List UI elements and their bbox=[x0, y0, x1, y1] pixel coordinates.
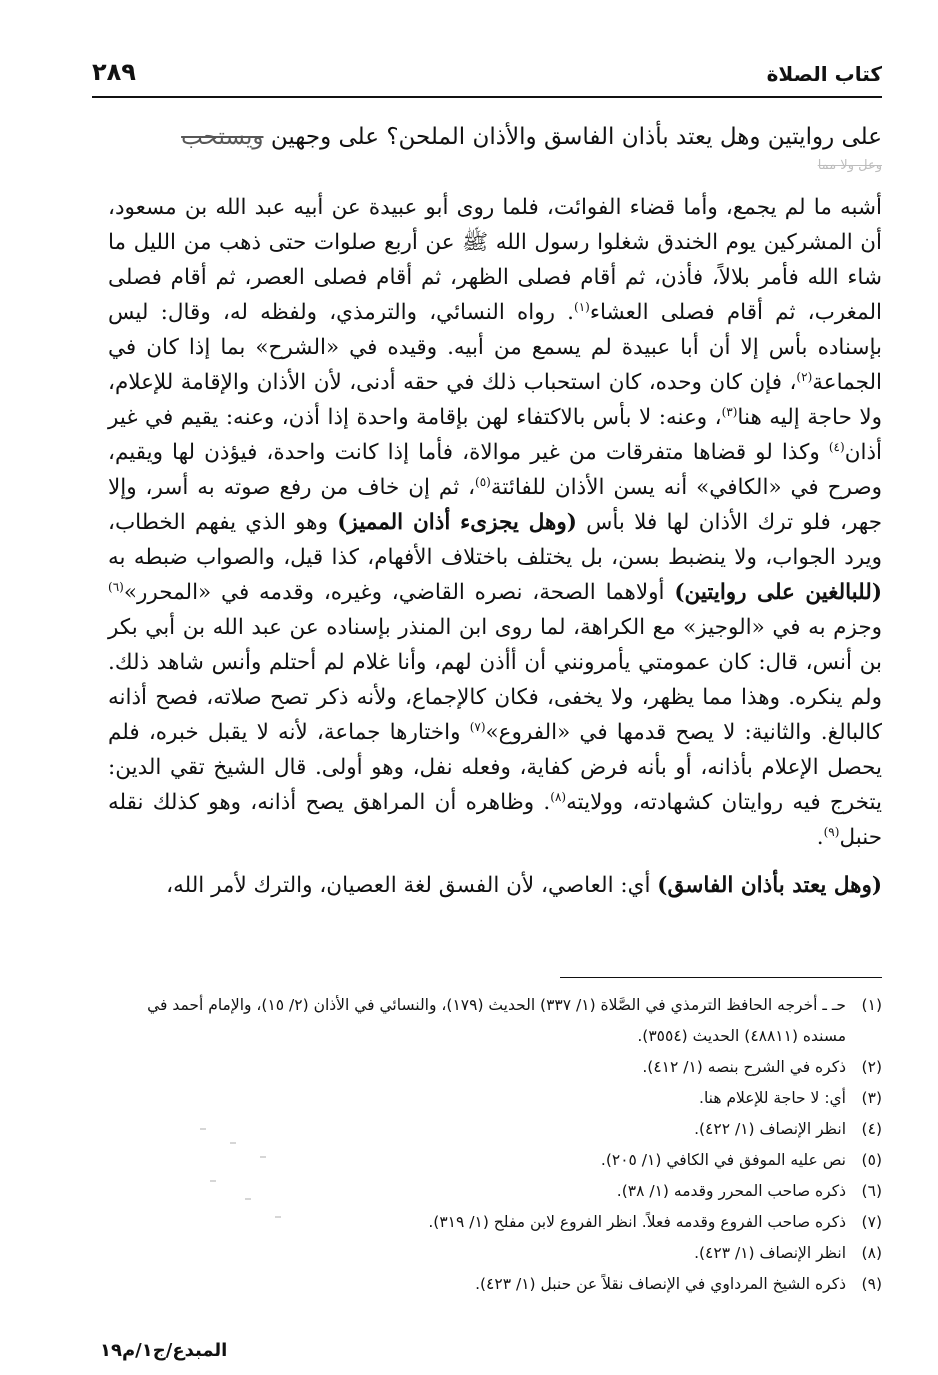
footnote-text: ذكره صاحب الفروع وقدمه فعلاً. انظر الفروع لابن مفلح (١/ ٣١٩). bbox=[428, 1213, 846, 1231]
footnote-item bbox=[108, 1083, 882, 1114]
text-h: أولاهما الصحة، نصره القاضي، وغيره، وقدمه في «المحرر» bbox=[123, 580, 675, 605]
footnote-text: نص عليه الموفق في الكافي (١/ ٢٠٥). bbox=[600, 1151, 846, 1169]
commentary-paragraph-2 bbox=[108, 869, 882, 903]
footnote-ref-6[interactable]: (٦) bbox=[108, 579, 124, 594]
struck-faded-line: وعل ولا مما bbox=[817, 158, 882, 173]
chapter-title: كتاب الصلاة bbox=[766, 62, 882, 86]
footnote-number: (٩) bbox=[861, 1275, 882, 1293]
footnote-ref-8[interactable]: (٨) bbox=[550, 789, 567, 804]
scan-mark bbox=[230, 1142, 236, 1144]
matn-bold-1: (وهل يجزىء أذان المميز) bbox=[337, 510, 577, 535]
matn-bold-2: (للبالغين على روايتين) bbox=[674, 580, 883, 605]
footnote-ref-1[interactable]: (١) bbox=[574, 299, 590, 314]
footnote-text: انظر الإنصاف (١/ ٤٢٢). bbox=[694, 1120, 846, 1138]
matn-bold-3: (وهل يعتد بأذان الفاسق) bbox=[657, 873, 882, 898]
footnote-ref-5[interactable]: (٥) bbox=[475, 474, 491, 489]
text-a: أشبه ما لم يجمع، وأما قضاء الفوائت، فلما روى أبو عبيدة عن أبيه عبد الله بن مسعود، أن المشركين يوم الخندق شغلوا رسول الله ﷺ عن أربع صلوات حتى ذهب من الليل ما شاء الله فأمر بلالاً، فأذن، ثم أقام فصلى الظهر، ثم أقام فصلى العصر، ثم أقام فصلى المغرب، ثم أقام فصلى العشاء bbox=[108, 195, 882, 325]
header-rule bbox=[92, 96, 882, 98]
scan-mark bbox=[275, 1216, 281, 1218]
text-g: وهو الذي يفهم الخطاب، ويرد الجواب، ولا ينضبط بسن، بل يختلف باختلاف الأفهام، كذا قيل، والصواب ضبطه به bbox=[108, 510, 882, 570]
scan-mark bbox=[245, 1198, 251, 1200]
footnote-ref-2[interactable]: (٢) bbox=[796, 369, 813, 384]
main-text bbox=[108, 122, 882, 903]
footnote-text: ذكره في الشرح بنصه (١/ ٤١٢). bbox=[642, 1058, 846, 1076]
footnote-ref-9[interactable]: (٩) bbox=[823, 824, 840, 839]
text-d: ، وعنه: لا بأس بالاكتفاء لهن بإقامة واحدة إذا أذن، وعنه: يقيم في غير أذان bbox=[108, 405, 882, 465]
footnote-number: (٢) bbox=[861, 1058, 882, 1076]
footnote-text: ذكره الشيخ المرداوي في الإنصاف نقلاً عن حنبل (١/ ٤٢٣). bbox=[475, 1275, 846, 1293]
page-header bbox=[92, 58, 882, 92]
footnote-text: حـ ـ أخرجه الحافظ الترمذي في الصَّلاة (١/ ٣٣٧) الحديث (١٧٩)، والنسائي في الأذان (٢/ ١٥)، والإمام أحمد في مسنده (٤٨٨١١) الحديث (٣٥٥٤). bbox=[147, 996, 846, 1045]
footnote-item bbox=[108, 990, 882, 1052]
text-j: واختارها جماعة، لأنه لا يقبل خبره، فلم يحصل الإعلام بأذانه، أو بأنه فرض كفاية، وفعله نفل، وهو أولى. قال الشيخ تقي الدين: يتخرج فيه روايتان كشهادته، وولايته bbox=[108, 720, 882, 815]
footnote-item bbox=[108, 1269, 882, 1300]
footnote-number: (٨) bbox=[861, 1244, 882, 1262]
footnote-text: أي: لا حاجة للإعلام هنا. bbox=[699, 1089, 846, 1107]
commentary-paragraph bbox=[108, 190, 882, 855]
text-e: وكذا لو قضاها متفرقات من غير موالاة، فأما إذا كانت واحدة، فيؤذن لها ويقيم، وصرح في «الكافي» أنه يسن الأذان للفائتة bbox=[108, 440, 882, 500]
scan-mark bbox=[200, 1128, 206, 1130]
footnote-number: (٧) bbox=[861, 1213, 882, 1231]
footnote-ref-3[interactable]: (٣) bbox=[721, 404, 738, 419]
scan-mark bbox=[210, 1180, 216, 1182]
scan-mark bbox=[260, 1156, 266, 1158]
scan-marks bbox=[190, 1120, 310, 1240]
text-b: . رواه النسائي، والترمذي، ولفظه له، وقال: ليس بإسناده بأس إلا أن أبا عبيدة لم يسمع من أبيه. وقيده في «الشرح» بما إذا كان في الجماعة bbox=[108, 300, 882, 395]
footnote-number: (١) bbox=[861, 996, 882, 1014]
signature-mark: المبدع/ج١/م١٩ bbox=[100, 1340, 228, 1361]
footnote-number: (٣) bbox=[861, 1089, 882, 1107]
footnote-number: (٥) bbox=[861, 1151, 882, 1169]
footnote-item bbox=[108, 1238, 882, 1269]
text-m: أي: العاصي، لأن الفسق لغة العصيان، والترك لأمر الله، bbox=[166, 873, 658, 898]
matn-line bbox=[108, 122, 882, 152]
text-l: . bbox=[816, 825, 824, 850]
text-i: وجزم به في «الوجيز» مع الكراهة، لما روى ابن المنذر بإسناده عن عبد الله بن أبي بكر بن أنس، قال: كان عمومتي يأمرونني أن أأذن لهم، وأنا غلام لم أحتلم وأنس شاهد ذلك. ولم ينكره. وهذا مما يظهر، ولا يخفى، فكان كالإجماع، ولأنه ذكر تصح صلاته، فصح أذانه كالبالغ. والثانية: لا يصح قدمها في «الفروع» bbox=[108, 615, 883, 745]
footnote-text: ذكره صاحب المحرر وقدمه (١/ ٣٨). bbox=[616, 1182, 846, 1200]
footnote-number: (٦) bbox=[861, 1182, 882, 1200]
footnote-ref-4[interactable]: (٤) bbox=[828, 439, 845, 454]
struck-word: ويستحب bbox=[181, 124, 264, 150]
footnote-ref-7[interactable]: (٧) bbox=[469, 719, 486, 734]
footnote-separator bbox=[560, 977, 882, 978]
text-f: ، ثم إن خاف من رفع صوته به أسر، وإلا جهر، فلو ترك الأذان لها فلا بأس bbox=[108, 475, 883, 535]
text-k: . وظاهره أن المراهق يصح أذانه، وهو كذلك نقله حنبل bbox=[108, 790, 882, 850]
footnote-item bbox=[108, 1052, 882, 1083]
matn-text: على روايتين وهل يعتد بأذان الفاسق والأذان الملحن؟ على وجهين bbox=[270, 124, 882, 150]
text-c: ، فإن كان وحده، كان استحباب ذلك في حقه أدنى، لأن الأذان والإقامة للإعلام، ولا حاجة إليه هنا bbox=[108, 370, 882, 430]
page-number: ٢٨٩ bbox=[92, 58, 136, 86]
footnote-text: انظر الإنصاف (١/ ٤٢٣). bbox=[694, 1244, 846, 1262]
footnote-number: (٤) bbox=[861, 1120, 882, 1138]
